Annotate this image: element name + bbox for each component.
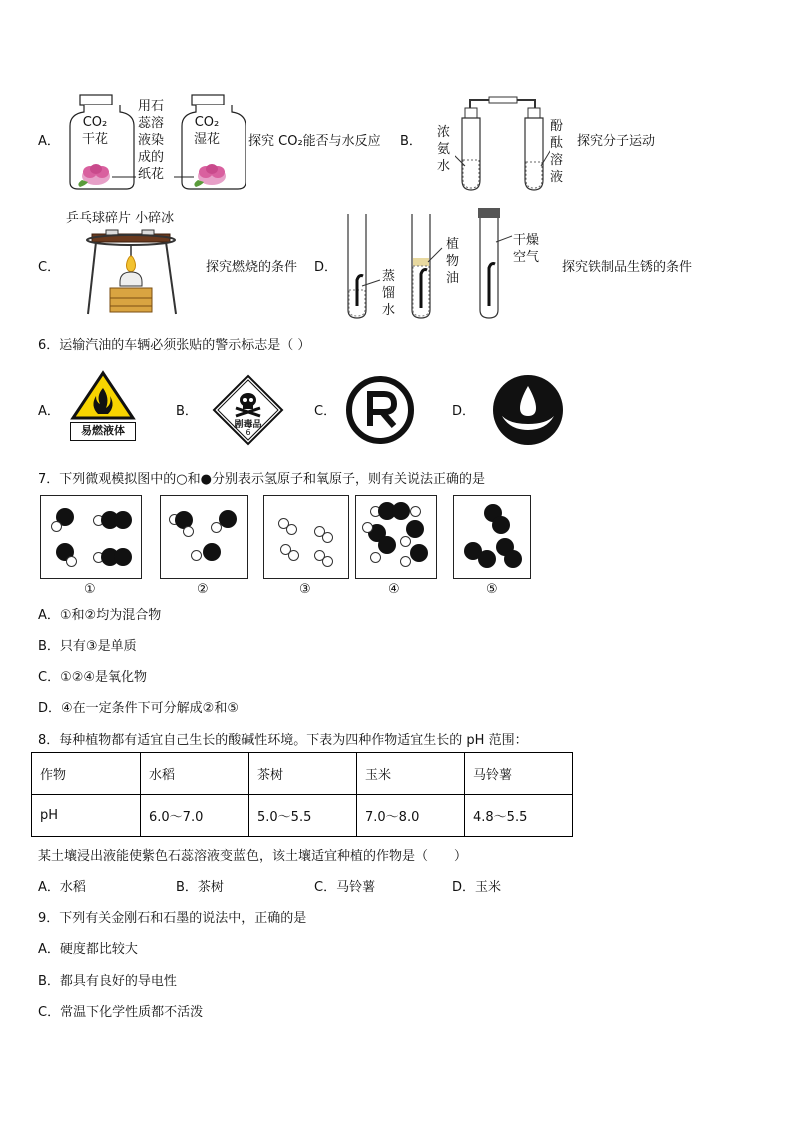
q6-option-letter-a: A． — [38, 404, 60, 419]
q7-option-a: A．①和②均为混合物 — [38, 608, 162, 623]
model-box-3 — [263, 495, 349, 579]
toxic-substance-sign: 剧毒品 6 — [212, 374, 284, 446]
question-8-stem: 8．每种植物都有适宜自己生长的酸碱性环境。下表为四种作物适宜生长的 pH 范围： — [38, 733, 528, 748]
box-label-3: ③ — [299, 582, 311, 597]
model-box-2 — [160, 495, 248, 579]
q8-option-c: C．马铃薯 — [314, 880, 376, 895]
flammable-liquid-sign: 易燃液体 — [70, 370, 136, 442]
option-a-caption: 探究 CO₂能否与水反应 — [248, 134, 381, 149]
registered-trademark-icon — [344, 374, 416, 446]
plant-oil-label: 植 物 油 — [446, 237, 460, 286]
table-row — [32, 795, 573, 837]
jar2-label: CO₂ 湿花 — [194, 115, 221, 147]
model-box-5 — [453, 495, 531, 579]
table-cell: 茶树 — [249, 753, 357, 795]
combustion-apparatus — [84, 226, 200, 318]
dry-air-label: 干燥 空气 — [513, 233, 540, 265]
question-6-stem: 6．运输汽油的车辆必须张贴的警示标志是（ ） — [38, 338, 311, 353]
q7-option-d: D．④在一定条件下可分解成②和⑤ — [38, 701, 239, 716]
q6-option-letter-d: D． — [452, 404, 476, 419]
option-letter-b: B． — [400, 134, 422, 149]
table-cell: 5.0～5.5 — [249, 795, 357, 837]
q7-option-b: B．只有③是单质 — [38, 639, 137, 654]
table-cell: 水稻 — [141, 753, 249, 795]
q8-option-b: B．茶树 — [176, 880, 224, 895]
water-drop-hand-icon — [490, 372, 566, 448]
q7-option-c: C．①②④是氧化物 — [38, 670, 148, 685]
table-cell: 4.8～5.5 — [465, 795, 573, 837]
option-letter-a: A． — [38, 134, 60, 149]
table-cell: 玉米 — [357, 753, 465, 795]
distilled-water-label: 蒸 馏 水 — [382, 269, 396, 318]
box-label-5: ⑤ — [486, 582, 498, 597]
option-letter-d: D． — [314, 260, 338, 275]
q9-option-c: C．常温下化学性质都不活泼 — [38, 1005, 204, 1020]
table-cell: 马铃薯 — [465, 753, 573, 795]
q6-option-letter-b: B． — [176, 404, 198, 419]
jar1-label: CO₂ 干花 — [82, 115, 109, 147]
ammonia-label: 浓 氨 水 — [437, 125, 451, 174]
q6-option-letter-c: C． — [314, 404, 337, 419]
table-row — [32, 753, 573, 795]
q9-option-a: A．硬度都比较大 — [38, 942, 138, 957]
table-cell: 6.0～7.0 — [141, 795, 249, 837]
litmus-paper-label: 用石 蕊溶 液染 成的 纸花 — [138, 99, 165, 182]
box-label-2: ② — [197, 582, 209, 597]
table-cell: pH — [32, 795, 141, 837]
molecule-motion-apparatus — [455, 88, 550, 193]
phenolphthalein-label: 酚 酞 溶 液 — [550, 119, 564, 185]
table-cell: 作物 — [32, 753, 141, 795]
question-9-stem: 9．下列有关金刚石和石墨的说法中，正确的是 — [38, 911, 307, 926]
option-b-caption: 探究分子运动 — [577, 134, 656, 149]
option-letter-c: C． — [38, 260, 61, 275]
option-c-caption: 探究燃烧的条件 — [206, 260, 298, 275]
box-label-1: ① — [84, 582, 96, 597]
option-d-caption: 探究铁制品生锈的条件 — [562, 260, 693, 275]
box-label-4: ④ — [388, 582, 400, 597]
q8-option-d: D．玉米 — [452, 880, 502, 895]
rusting-test-tubes — [344, 206, 514, 322]
model-box-4 — [355, 495, 437, 579]
q9-option-b: B．都具有良好的导电性 — [38, 974, 177, 989]
question-7-stem: 7．下列微观模拟图中的○和●分别表示氢原子和氧原子，则有关说法正确的是 — [38, 472, 485, 487]
question-8-question: 某土壤浸出液能使紫色石蕊溶液变蓝色，该土壤适宜种植的作物是（ ） — [38, 849, 468, 864]
table-cell: 7.0～8.0 — [357, 795, 465, 837]
q8-option-a: A．水稻 — [38, 880, 86, 895]
ph-range-table — [31, 752, 573, 837]
ignition-materials-label: 乒乓球碎片 小碎冰 — [66, 211, 175, 226]
model-box-1 — [40, 495, 142, 579]
